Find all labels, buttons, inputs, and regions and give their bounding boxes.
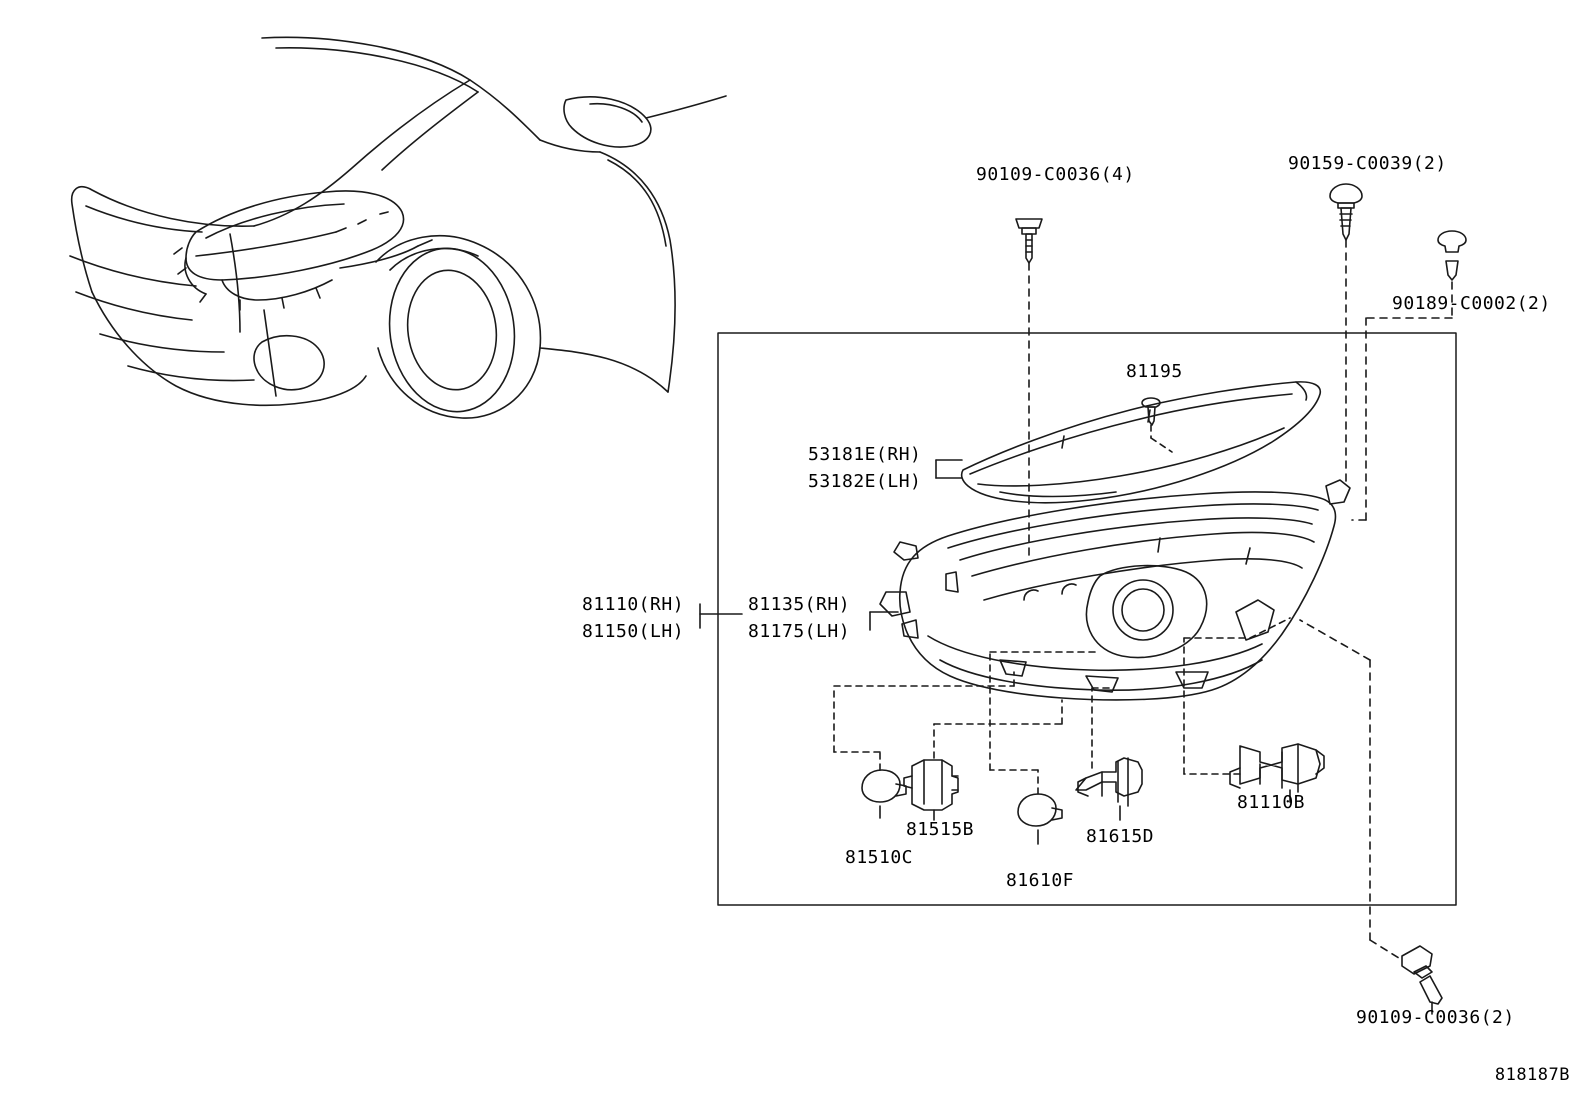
label-screw-81195: 81195	[1126, 361, 1183, 382]
clip-90189	[1438, 231, 1466, 280]
label-screw-90159: 90159-C0039(2)	[1288, 153, 1447, 174]
bolt-90109-top	[1016, 219, 1042, 263]
label-socket-81615D: 81615D	[1086, 826, 1155, 847]
part-81615D-socket	[1076, 758, 1142, 806]
screw-81195	[1142, 398, 1160, 425]
vehicle-outline-inset	[70, 37, 726, 419]
label-housing-lh: 81175(LH)	[748, 621, 851, 642]
part-81110B-bulb	[1230, 744, 1324, 792]
label-cover-rh: 53181E(RH)	[808, 444, 922, 465]
label-cover-lh: 53182E(LH)	[808, 471, 922, 492]
label-unit-rh: 81110(RH)	[582, 594, 685, 615]
diagram-id-code: 818187B	[1494, 1065, 1570, 1085]
part-81515B-socket	[904, 760, 958, 810]
bolt-90109-bottom	[1402, 946, 1442, 1004]
label-bulb-81610F: 81610F	[1006, 870, 1075, 891]
part-81610F-bulb	[1018, 794, 1062, 826]
label-bulb-81510C: 81510C	[845, 847, 914, 868]
label-housing-rh: 81135(RH)	[748, 594, 851, 615]
label-unit-lh: 81150(LH)	[582, 621, 685, 642]
label-clip-90189: 90189-C0002(2)	[1392, 293, 1551, 314]
part-53181E-cover	[962, 382, 1321, 503]
label-bulb-81110B: 81110B	[1237, 792, 1306, 813]
part-81135-headlamp-housing	[880, 480, 1350, 700]
label-bolt-90109-bottom: 90109-C0036(2)	[1356, 1007, 1515, 1028]
label-bolt-90109-top: 90109-C0036(4)	[976, 164, 1135, 185]
label-socket-81515B: 81515B	[906, 819, 975, 840]
screw-90159-top	[1330, 184, 1362, 240]
part-81510C-bulb	[862, 770, 906, 802]
